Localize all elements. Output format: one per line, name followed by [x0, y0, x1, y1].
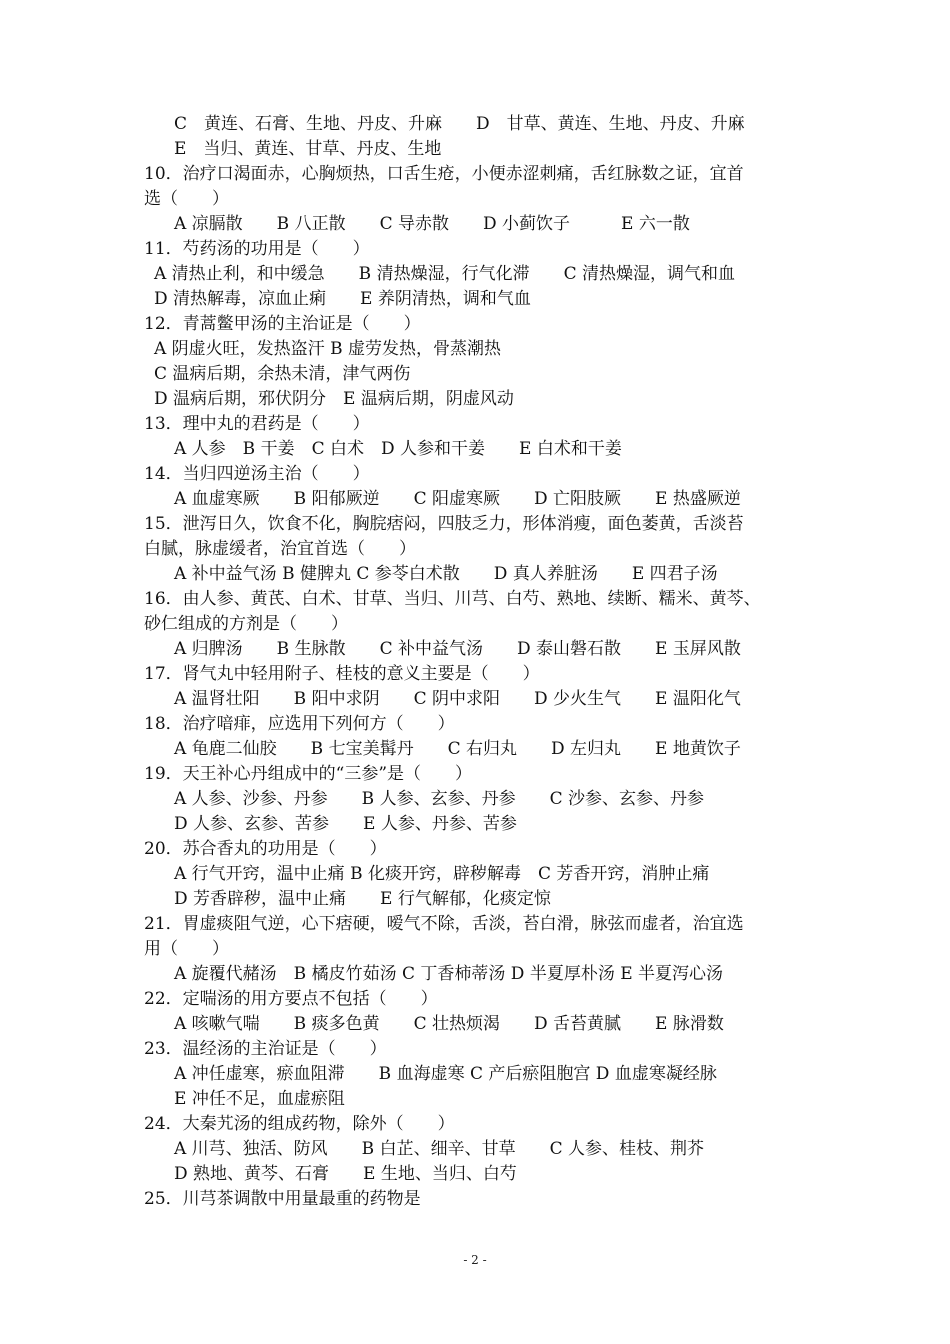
text-line: A 龟鹿二仙胶 B 七宝美髯丹 C 右归丸 D 左归丸 E 地黄饮子 [174, 739, 741, 759]
text-line: 砂仁组成的方剂是（ ） [144, 614, 348, 634]
question-stem: 11．芍药汤的功用是（ ） [144, 239, 370, 259]
question-stem: 17．肾气丸中轻用附子、桂枝的意义主要是（ ） [144, 664, 540, 684]
text-line: A 人参 B 干姜 C 白术 D 人参和干姜 E 白术和干姜 [174, 439, 622, 459]
text-line: A 凉膈散 B 八正散 C 导赤散 D 小蓟饮子 E 六一散 [174, 214, 690, 234]
text-line: A 行气开窍，温中止痛 B 化痰开窍，辟秽解毒 C 芳香开窍，消肿止痛 [174, 864, 710, 884]
question-stem: 24．大秦艽汤的组成药物，除外（ ） [144, 1114, 455, 1134]
text-line: A 清热止利，和中缓急 B 清热燥湿，行气化滞 C 清热燥湿，调气和血 [154, 264, 735, 284]
text-line: A 冲任虚寒，瘀血阻滞 B 血海虚寒 C 产后瘀阻胞宫 D 血虚寒凝经脉 [174, 1064, 717, 1084]
question-stem: 12．青蒿鳖甲汤的主治证是（ ） [144, 314, 421, 334]
text-line: D 温病后期，邪伏阴分 E 温病后期，阴虚风动 [154, 389, 514, 409]
question-stem: 22．定喘汤的用方要点不包括（ ） [144, 989, 438, 1009]
text-line: D 清热解毒，凉血止痢 E 养阴清热，调和气血 [154, 289, 531, 309]
text-line: A 人参、沙参、丹参 B 人参、玄参、丹参 C 沙参、玄参、丹参 [174, 789, 704, 809]
question-stem: 21．胃虚痰阻气逆，心下痞硬，嗳气不除，舌淡，苔白滑，脉弦而虚者，治宜选 [144, 914, 744, 934]
text-line: C 黄连、石膏、生地、丹皮、升麻 D 甘草、黄连、生地、丹皮、升麻 [174, 114, 745, 134]
question-stem: 25．川芎茶调散中用量最重的药物是 [144, 1189, 421, 1209]
text-line: A 旋覆代赭汤 B 橘皮竹茹汤 C 丁香柿蒂汤 D 半夏厚朴汤 E 半夏泻心汤 [174, 964, 724, 984]
text-line: 白腻，脉虚缓者，治宜首选（ ） [144, 539, 416, 559]
page-number: - 2 - [463, 1253, 487, 1267]
text-line: A 阴虚火旺，发热盗汗 B 虚劳发热，骨蒸潮热 [154, 339, 501, 359]
question-stem: 14．当归四逆汤主治（ ） [144, 464, 370, 484]
question-list [144, 112, 824, 1212]
text-line: E 冲任不足，血虚瘀阻 [174, 1089, 345, 1109]
question-stem: 16．由人参、黄芪、白术、甘草、当归、川芎、白芍、熟地、续断、糯米、黄芩、 [144, 589, 761, 609]
question-stem: 15．泄泻日久，饮食不化，胸脘痞闷，四肢乏力，形体消瘦，面色萎黄，舌淡苔 [144, 514, 744, 534]
text-line: D 芳香辟秽，温中止痛 E 行气解郁，化痰定惊 [174, 889, 551, 909]
text-line: A 归脾汤 B 生脉散 C 补中益气汤 D 泰山磐石散 E 玉屏风散 [174, 639, 741, 659]
text-line: D 熟地、黄芩、石膏 E 生地、当归、白芍 [174, 1164, 517, 1184]
text-line: E 当归、黄连、甘草、丹皮、生地 [174, 139, 442, 159]
text-line: C 温病后期，余热未清，津气两伤 [154, 364, 411, 384]
text-line: A 血虚寒厥 B 阳郁厥逆 C 阳虚寒厥 D 亡阳肢厥 E 热盛厥逆 [174, 489, 741, 509]
text-line: A 补中益气汤 B 健脾丸 C 参苓白术散 D 真人养脏汤 E 四君子汤 [174, 564, 718, 584]
text-line: A 咳嗽气喘 B 痰多色黄 C 壮热烦渴 D 舌苔黄腻 E 脉滑数 [174, 1014, 724, 1034]
question-stem: 13．理中丸的君药是（ ） [144, 414, 370, 434]
text-line: 选（ ） [144, 189, 229, 209]
question-stem: 18．治疗喑痱，应选用下列何方（ ） [144, 714, 455, 734]
text-line: A 川芎、独活、防风 B 白芷、细辛、甘草 C 人参、桂枝、荆芥 [174, 1139, 704, 1159]
text-line: 用（ ） [144, 939, 229, 959]
question-stem: 19．天王补心丹组成中的“三参”是（ ） [144, 764, 473, 784]
text-line: D 人参、玄参、苦参 E 人参、丹参、苦参 [174, 814, 517, 834]
question-stem: 20．苏合香丸的功用是（ ） [144, 839, 387, 859]
question-stem: 23．温经汤的主治证是（ ） [144, 1039, 387, 1059]
question-stem: 10．治疗口渴面赤，心胸烦热，口舌生疮，小便赤涩刺痛，舌红脉数之证，宜首 [144, 164, 744, 184]
text-line: A 温肾壮阳 B 阳中求阴 C 阴中求阳 D 少火生气 E 温阳化气 [174, 689, 741, 709]
